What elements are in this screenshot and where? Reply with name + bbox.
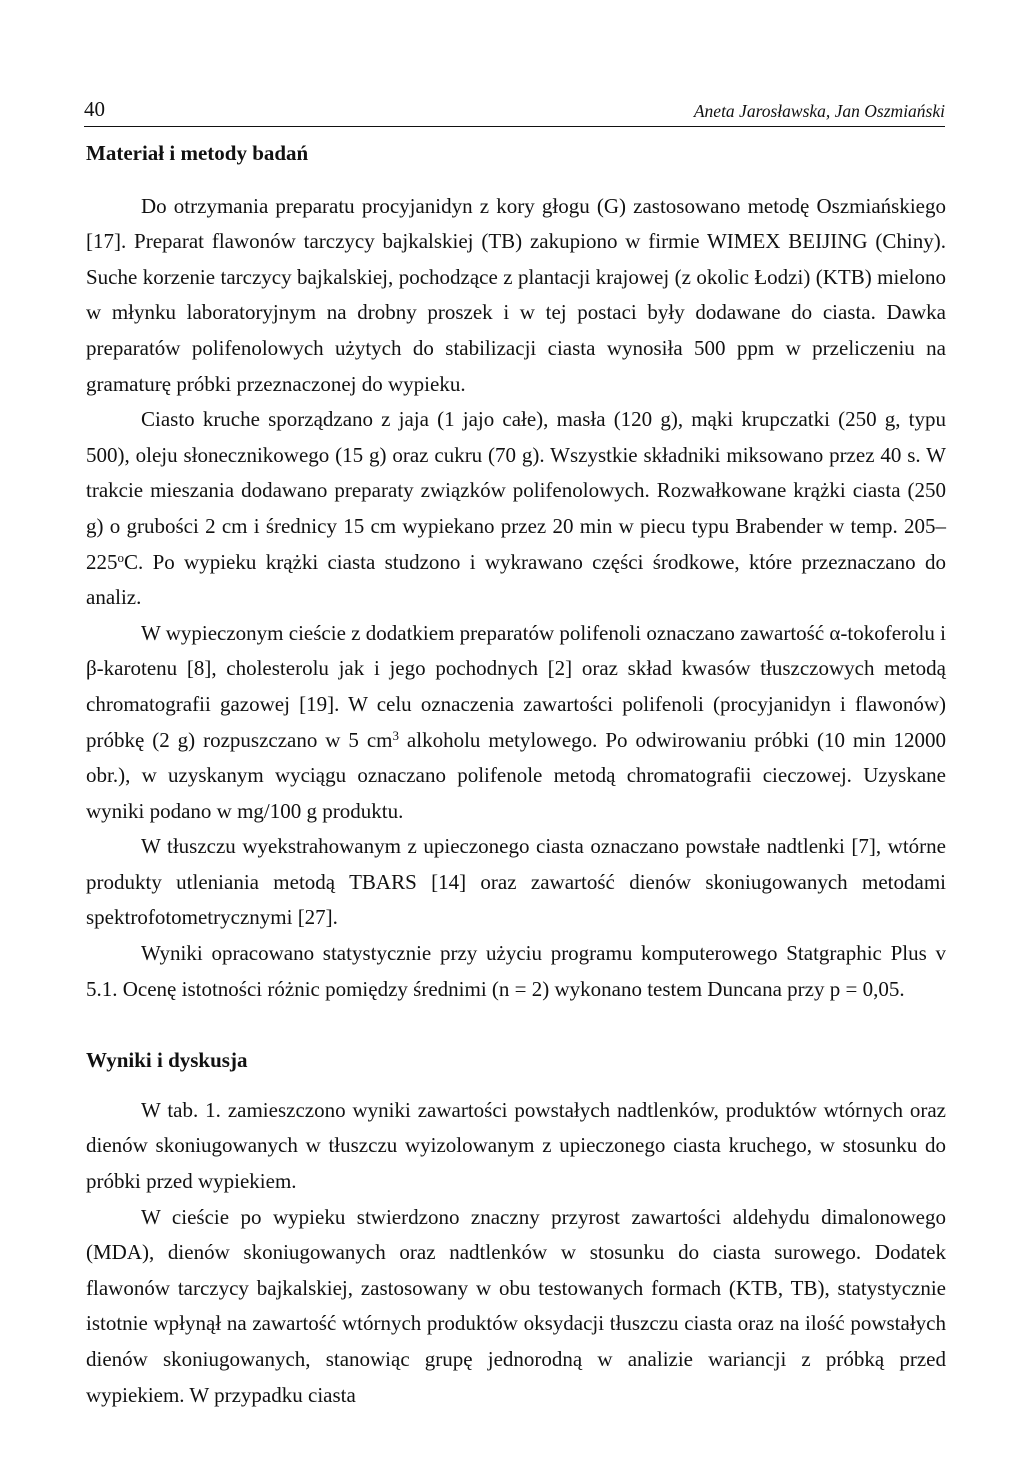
page-number: 40 [84, 97, 105, 121]
paragraph: W tłuszczu wyekstrahowanym z upieczonego ciasta oznaczano powstałe nadtlenki [7], wtórne produkty utleniania metodą TBARS [14] oraz zawartość dienów skoniugowanych metodami spektrofotometrycznymi [27]. [86, 834, 946, 930]
page-content [86, 136, 946, 1413]
degree-superscript: o [117, 549, 124, 565]
section-title-results-discussion: Wyniki i dyskusja [86, 1048, 248, 1073]
paragraph [86, 616, 946, 830]
paragraph [86, 402, 946, 616]
paragraph: Do otrzymania preparatu procyjanidyn z kory głogu (G) zastosowano metodę Oszmiańskiego [17]. Preparat flawonów tarczycy bajkalskiej (TB) zakupiono w firmie WIMEX BEIJING (Chiny). Suche korzenie tarczycy bajkalskiej, pochodzące z plantacji krajowej (z okolic Łodzi) (KTB) mielono w młynku laboratoryjnym na drobny proszek i w tej postaci były dodawane do ciasta. Dawka preparatów polifenolowych użytych do stabilizacji ciasta wynosiła 500 ppm w przeliczeniu na gramaturę próbki przeznaczonej do wypieku. [86, 193, 946, 396]
paragraph-text: C. Po wypieku krążki ciasta studzono i wykrawano części środkowe, które przeznaczano do analiz. [86, 549, 946, 610]
paragraph: W tab. 1. zamieszczono wyniki zawartości powstałych nadtlenków, produktów wtórnych oraz dienów skoniugowanych w tłuszczu wyizolowanym z upieczonego ciasta kruchego, w stosunku do próbki przed wypiekiem. [86, 1097, 946, 1194]
header-authors: Aneta Jarosławska, Jan Oszmiański [693, 101, 945, 121]
paragraph-text: W wypieczonym cieście z dodatkiem preparatów polifenoli oznaczano zawartość α-tokoferolu i β-karotenu [8], cholesterolu jak i jego pochodnych [2] oraz skład kwasów tłuszczowych metodą chromatografii gazowej [19]. W celu oznaczenia zawartości polifenoli (procyjanidyn i flawonów) próbkę (2 g) rozpuszczano w 5 cm [86, 620, 946, 752]
paragraph: W cieście po wypieku stwierdzono znaczny przyrost zawartości aldehydu dimalonowego (MDA), dienów skoniugowanych oraz nadtlenków w stosunku do ciasta surowego. Dodatek flawonów tarczycy bajkalskiej, zastosowany w obu testowanych formach (KTB, TB), statystycznie istotnie wpłynął na zawartość wtórnych produktów oksydacji tłuszczu ciasta oraz na ilość powstałych dienów skoniugowanych, stanowiąc grupę jednorodną w analizie wariancji z próbką przed wypiekiem. W przypadku ciasta [86, 1204, 946, 1407]
cubic-superscript: 3 [392, 727, 399, 743]
section-title-materials-methods: Materiał i metody badań [86, 141, 309, 165]
paragraph-text: Ciasto kruche sporządzano z jaja (1 jajo całe), masła (120 g), mąki krupczatki (250 g, typu 500), oleju słonecznikowego (15 g) oraz cukru (70 g). Wszystkie składniki miksowano przez 40 s. W trakcie mieszania dodawano preparaty związków polifenolowych. Rozwałkowane krążki ciasta (250 g) o grubości 2 cm i średnicy 15 cm wypiekano przez 20 min w piecu typu Brabender w temp. 205–225 [86, 407, 946, 574]
running-header [84, 96, 945, 127]
paragraph: Wyniki opracowano statystycznie przy użyciu programu komputerowego Statgraphic Plus v 5.1. Ocenę istotności różnic pomiędzy średnimi (n = 2) wykonano testem Duncana przy p = 0,05. [86, 941, 946, 1001]
paragraph-text: alkoholu metylowego. Po odwirowaniu próbki (10 min 12000 obr.), w uzyskanym wyciągu oznaczano polifenole metodą chromatografii cieczowej. Uzyskane wyniki podano w mg/100 g produktu. [86, 727, 946, 823]
